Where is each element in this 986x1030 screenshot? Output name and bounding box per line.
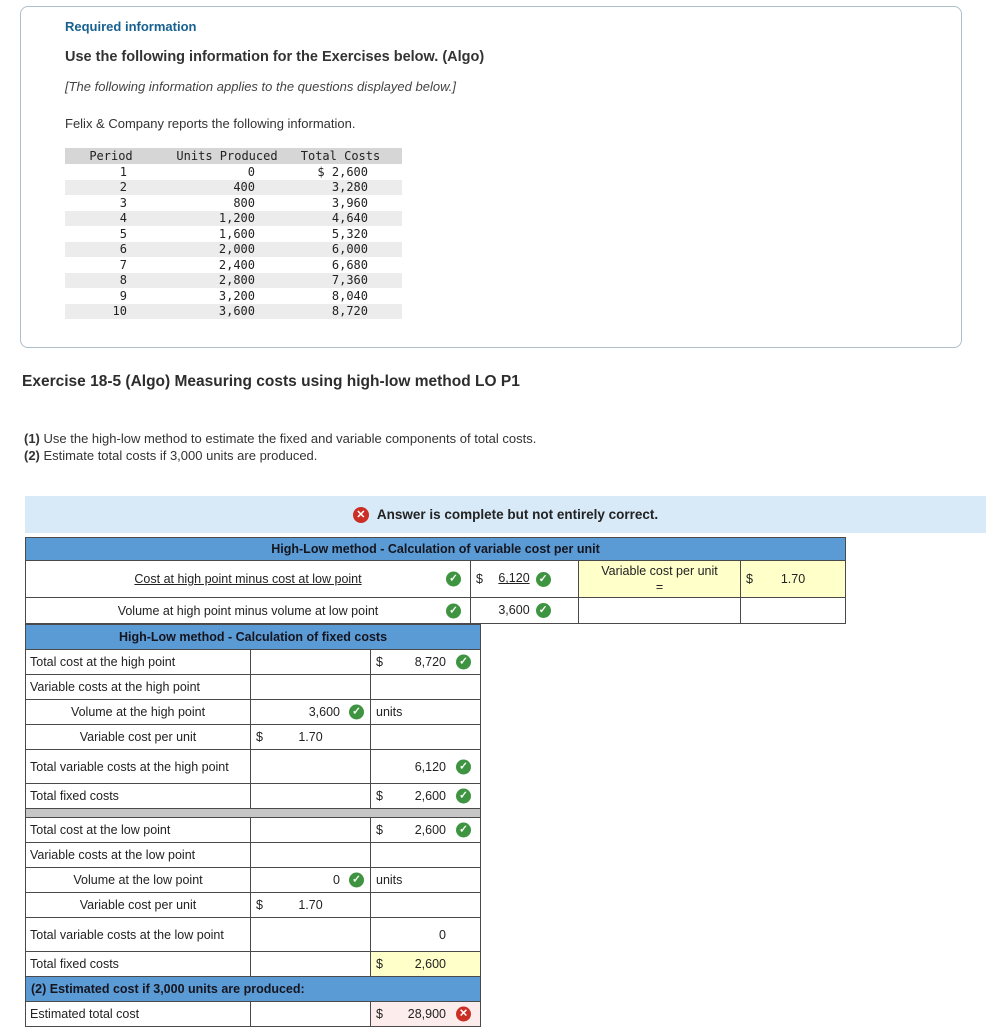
low-total-variable-row: [26, 918, 481, 952]
high-rate-row: [26, 725, 481, 750]
row-label: Total cost at the low point: [26, 818, 251, 843]
cell-units: 3,600: [218, 304, 255, 319]
row-label: Total cost at the high point: [26, 650, 251, 675]
correct-icon: ✓: [456, 823, 471, 838]
required-info-panel: [20, 6, 962, 348]
cost-table-header-row: [65, 148, 402, 164]
high-volume-value[interactable]: 3,600: [308, 705, 340, 719]
row-label: Total variable costs at the low point: [26, 918, 251, 952]
row-label: Variable cost per unit: [26, 725, 251, 750]
row-label: Variable costs at the high point: [26, 675, 251, 700]
low-volume-value-cell[interactable]: [251, 868, 371, 893]
cell-cost: 5,320: [331, 226, 368, 241]
row-label: Variable cost per unit: [26, 893, 251, 918]
cell-units: 0: [247, 164, 255, 179]
empty-cell: [251, 918, 371, 952]
variable-cost-per-unit-value[interactable]: 1.70: [780, 572, 806, 586]
units-label: units: [371, 868, 481, 893]
cell-period: 8: [119, 273, 127, 288]
instruction-2-number: (2): [24, 448, 40, 463]
cell-period: 2: [119, 180, 127, 195]
instruction-1-text: Use the high-low method to estimate the fixed and variable components of total costs.: [43, 431, 537, 446]
instruction-1-number: (1): [24, 431, 40, 446]
low-total-cost-value[interactable]: 2,600: [414, 823, 446, 837]
empty-cell: [371, 893, 481, 918]
high-total-variable-value-cell[interactable]: [371, 750, 481, 784]
low-total-variable-value-cell[interactable]: [371, 918, 481, 952]
row-label: Variable costs at the low point: [26, 843, 251, 868]
dollar-sign: $: [376, 1007, 383, 1021]
low-variable-costs-row: [26, 843, 481, 868]
row-label: Total variable costs at the high point: [26, 750, 251, 784]
dollar-sign: $: [746, 572, 753, 586]
low-rate-row: [26, 893, 481, 918]
section-separator: [26, 809, 481, 818]
high-total-fixed-value[interactable]: 2,600: [414, 789, 446, 803]
required-info-label: Required information: [65, 19, 197, 34]
empty-cell: [251, 750, 371, 784]
feedback-banner: [25, 496, 986, 533]
empty-cell: [741, 598, 846, 624]
table-row: [65, 226, 402, 242]
high-total-cost-value-cell[interactable]: [371, 650, 481, 675]
cell-period: 10: [112, 304, 127, 319]
cell-cost: $ 2,600: [317, 164, 368, 179]
cell-cost: 3,280: [331, 180, 368, 195]
denominator-value[interactable]: 3,600: [498, 602, 530, 617]
denominator-value-cell[interactable]: [471, 598, 579, 624]
empty-cell: [251, 1002, 371, 1027]
dollar-sign: $: [376, 655, 383, 669]
low-total-cost-value-cell[interactable]: [371, 818, 481, 843]
estimate-section-header: (2) Estimated cost if 3,000 units are produced:: [26, 977, 481, 1002]
empty-cell: [579, 598, 741, 624]
dollar-sign: $: [376, 823, 383, 837]
empty-cell: [251, 952, 371, 977]
numerator-value[interactable]: 6,120: [498, 571, 530, 586]
high-rate-value-cell[interactable]: [251, 725, 371, 750]
correct-icon: ✓: [446, 603, 461, 618]
high-total-variable-row: [26, 750, 481, 784]
low-volume-row: [26, 868, 481, 893]
denominator-label[interactable]: Volume at high point minus volume at low point: [117, 603, 379, 618]
cell-units: 3,200: [218, 288, 255, 303]
table-row: [65, 304, 402, 320]
fixed-cost-table: [25, 624, 481, 1027]
correct-icon: ✓: [446, 572, 461, 587]
low-volume-value[interactable]: 0: [333, 873, 340, 887]
empty-cell: [251, 843, 371, 868]
table-row: [65, 195, 402, 211]
empty-cell: [251, 650, 371, 675]
variable-cost-table: [25, 537, 846, 624]
low-total-fixed-value-cell[interactable]: [371, 952, 481, 977]
row-label: Volume at the high point: [26, 700, 251, 725]
cell-period: 4: [119, 211, 127, 226]
row-label: Volume at the low point: [26, 868, 251, 893]
dollar-sign: $: [256, 898, 263, 912]
correct-icon: ✓: [456, 759, 471, 774]
estimated-total-cost-value[interactable]: 28,900: [407, 1007, 446, 1021]
table-row: [65, 242, 402, 258]
variable-cost-per-unit-label: Variable cost per unit: [601, 564, 718, 578]
high-total-fixed-value-cell[interactable]: [371, 784, 481, 809]
low-total-variable-value[interactable]: 0: [439, 927, 446, 942]
correct-icon: ✓: [349, 705, 364, 720]
cell-cost: 8,040: [331, 288, 368, 303]
cell-units: 2,400: [218, 257, 255, 272]
cell-units: 1,200: [218, 211, 255, 226]
table-row: [65, 164, 402, 180]
cell-units: 800: [233, 195, 255, 210]
high-volume-row: [26, 700, 481, 725]
separator-bar: [26, 809, 481, 818]
low-rate-value[interactable]: 1.70: [298, 898, 323, 912]
feedback-message: Answer is complete but not entirely correct.: [376, 507, 659, 522]
col-header-total-costs: Total Costs: [297, 148, 402, 164]
table-row: [65, 288, 402, 304]
high-volume-value-cell[interactable]: [251, 700, 371, 725]
section-header-row: [26, 625, 481, 650]
high-total-cost-row: [26, 650, 481, 675]
empty-cell: [371, 675, 481, 700]
correct-icon: ✓: [536, 572, 551, 587]
numerator-value-cell[interactable]: [471, 561, 579, 598]
cell-cost: 6,000: [331, 242, 368, 257]
numerator-label-cell[interactable]: [26, 561, 471, 598]
empty-cell: [371, 725, 481, 750]
numerator-row: [26, 561, 846, 598]
cell-cost: 7,360: [331, 273, 368, 288]
high-total-fixed-row: [26, 784, 481, 809]
exercise-instructions: [24, 430, 986, 464]
incorrect-icon: ✕: [353, 507, 369, 523]
row-label: Total fixed costs: [26, 952, 251, 977]
instruction-2: [24, 447, 986, 464]
low-total-cost-row: [26, 818, 481, 843]
info-intro: Felix & Company reports the following information.: [65, 116, 356, 131]
empty-cell: [251, 784, 371, 809]
section-header-row: [26, 538, 846, 561]
cell-units: 2,000: [218, 242, 255, 257]
variable-cost-per-unit-value-cell[interactable]: [741, 561, 846, 598]
estimate-row: [26, 1002, 481, 1027]
high-total-cost-value[interactable]: 8,720: [414, 655, 446, 669]
estimate-header-row: [26, 977, 481, 1002]
cell-units: 1,600: [218, 226, 255, 241]
variable-cost-per-unit-label-cell[interactable]: [579, 561, 741, 598]
high-total-variable-value[interactable]: 6,120: [414, 759, 446, 774]
high-variable-costs-row: [26, 675, 481, 700]
estimated-total-cost-value-cell[interactable]: [371, 1002, 481, 1027]
empty-cell: [251, 675, 371, 700]
dollar-sign: $: [376, 789, 383, 803]
row-label: Total fixed costs: [26, 784, 251, 809]
correct-icon: ✓: [456, 655, 471, 670]
denominator-row: [26, 598, 846, 624]
cell-units: 2,800: [218, 273, 255, 288]
empty-cell: [371, 843, 481, 868]
equals-sign: =: [655, 580, 664, 594]
cell-cost: 3,960: [331, 195, 368, 210]
low-rate-value-cell[interactable]: [251, 893, 371, 918]
cell-cost: 4,640: [331, 211, 368, 226]
info-title: Use the following information for the Exercises below. (Algo): [65, 49, 485, 65]
dollar-sign: $: [476, 572, 483, 586]
table-row: [65, 211, 402, 227]
row-label: Estimated total cost: [26, 1002, 251, 1027]
cell-period: 5: [119, 226, 127, 241]
high-rate-value[interactable]: 1.70: [298, 730, 323, 744]
cell-period: 1: [119, 164, 127, 179]
low-total-fixed-row: [26, 952, 481, 977]
col-header-period: Period: [65, 148, 157, 164]
variable-cost-section-header: High-Low method - Calculation of variable cost per unit: [26, 538, 846, 561]
table-row: [65, 180, 402, 196]
incorrect-icon: ✕: [456, 1007, 471, 1022]
empty-cell: [251, 818, 371, 843]
col-header-units-produced: Units Produced: [157, 148, 297, 164]
correct-icon: ✓: [349, 873, 364, 888]
denominator-label-cell[interactable]: [26, 598, 471, 624]
numerator-label[interactable]: Cost at high point minus cost at low point: [134, 572, 362, 586]
cell-units: 400: [233, 180, 255, 195]
fixed-cost-section-header: High-Low method - Calculation of fixed costs: [26, 625, 481, 650]
cell-cost: 6,680: [331, 257, 368, 272]
info-note: [The following information applies to the questions displayed below.]: [65, 79, 456, 94]
units-label: units: [371, 700, 481, 725]
cell-period: 3: [119, 195, 127, 210]
correct-icon: ✓: [536, 603, 551, 618]
cell-cost: 8,720: [331, 304, 368, 319]
correct-icon: ✓: [456, 789, 471, 804]
cost-data-table: [65, 148, 402, 319]
cell-period: 7: [119, 257, 127, 272]
dollar-sign: $: [376, 957, 383, 971]
worksheet: [25, 537, 986, 1027]
cell-period: 6: [119, 242, 127, 257]
table-row: [65, 257, 402, 273]
instruction-1: [24, 430, 986, 447]
dollar-sign: $: [256, 730, 263, 744]
table-row: [65, 273, 402, 289]
exercise-heading: Exercise 18-5 (Algo) Measuring costs using high-low method LO P1: [22, 373, 520, 390]
instruction-2-text: Estimate total costs if 3,000 units are produced.: [43, 448, 318, 463]
low-total-fixed-value[interactable]: 2,600: [414, 957, 446, 971]
cell-period: 9: [119, 288, 127, 303]
